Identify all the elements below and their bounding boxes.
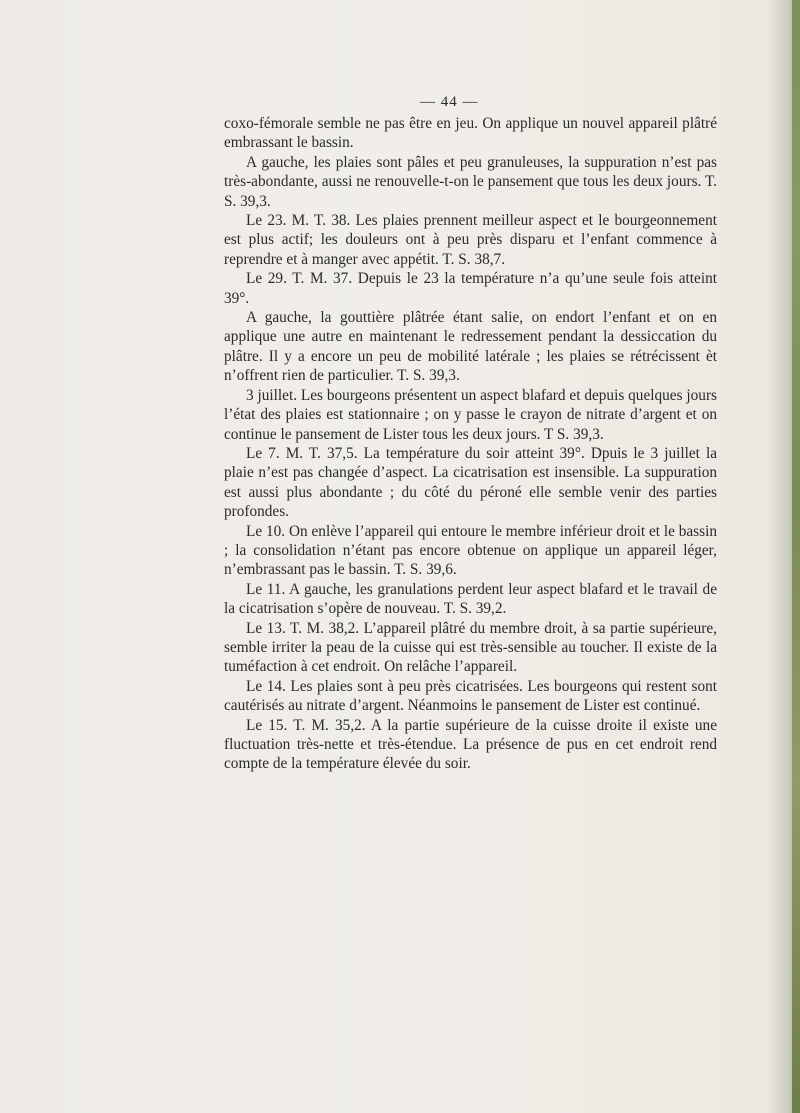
paragraph: A gauche, les plaies sont pâles et peu granuleuses, la suppuration n’est pas très-abondante, aussi ne renouvelle-t-on le pansement que tous les deux jours. T. S. 39,3. bbox=[224, 153, 717, 210]
paragraph: 3 juillet. Les bourgeons présentent un aspect blafard et depuis quelques jours l’état des plaies est stationnaire ; on y passe le crayon de nitrate d’argent et on continue le pansement de Lister tous les deux jours. T S. 39,3. bbox=[224, 386, 717, 443]
page-number: — 44 — bbox=[420, 94, 479, 110]
paragraph: Le 29. T. M. 37. Depuis le 23 la température n’a qu’une seule fois atteint 39°. bbox=[224, 270, 717, 307]
paragraph: Le 11. A gauche, les granulations perdent leur aspect blafard et le travail de la cicatrisation s’opère de nouveau. T. S. 39,2. bbox=[224, 580, 717, 618]
paragraph: Le 7. M. T. 37,5. La température du soir atteint 39°. Dpuis le 3 juillet la plaie n’est pas changée d’aspect. La cicatrisation est insensible. La suppuration est aussi plus abondante ; du côté du péroné elle semble venir des parties profondes. bbox=[224, 444, 717, 521]
paragraph: Le 13. T. M. 38,2. L’appareil plâtré du membre droit, à sa partie supérieure, semble irriter la peau de la cuisse qui est très-sensible au toucher. Il existe de la tuméfaction à cet endroit. On relâche l’appareil. bbox=[224, 619, 717, 676]
paragraph: coxo-fémorale semble ne pas être en jeu. On applique un nouvel appareil plâtré embrassant le bassin. bbox=[224, 115, 717, 152]
paragraph: Le 23. M. T. 38. Les plaies prennent meilleur aspect et le bourgeonnement est plus actif; les douleurs ont à peu près disparu et l’enfant commence à reprendre et à manger avec appétit. T. S. 38,7. bbox=[224, 212, 717, 268]
paragraph: A gauche, la gouttière plâtrée étant salie, on endort l’enfant et on en applique une autre en maintenant le redressement pendant la dessiccation du plâtre. Il y a encore un peu de mobilité latérale ; les plaies se rétrécissent èt n’offrent rien de particulier. T. S. 39,3. bbox=[224, 309, 717, 385]
paragraph: Le 14. Les plaies sont à peu près cicatrisées. Les bourgeons qui restent sont cautérisés au nitrate d’argent. Néanmoins le pansement de Lister est continué. bbox=[224, 677, 717, 715]
page-binding-edge bbox=[792, 0, 800, 1113]
paragraph: Le 15. T. M. 35,2. A la partie supérieure de la cuisse droite il existe une fluctuation très-nette et très-étendue. La présence de pus en cet endroit rend compte de la température élevée du soir. bbox=[224, 716, 717, 773]
paragraph: Le 10. On enlève l’appareil qui entoure le membre inférieur droit et le bassin ; la consolidation n’étant pas encore obtenue on applique un appareil léger, n’embrassant pas le bassin. T. S. 39,6. bbox=[224, 522, 717, 579]
body-text bbox=[224, 114, 717, 774]
